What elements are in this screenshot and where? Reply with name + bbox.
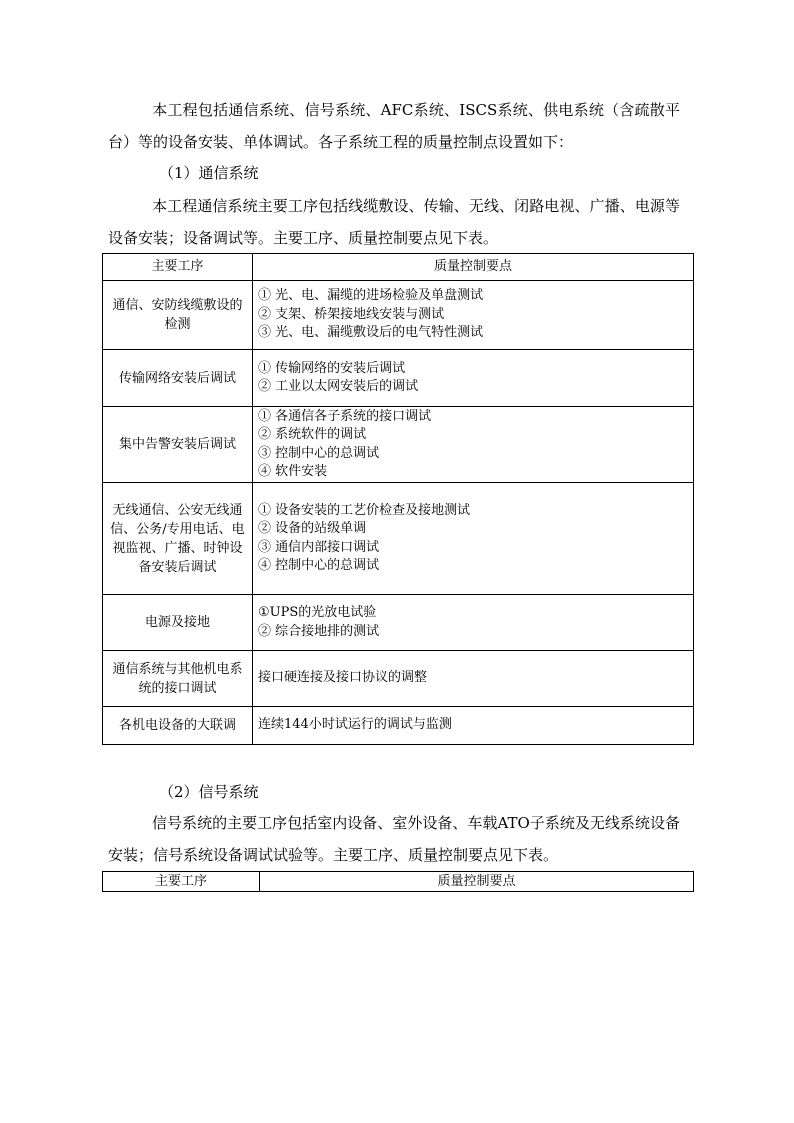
intro-paragraph [108, 94, 680, 158]
section2-paragraph [108, 807, 680, 871]
table-row [103, 407, 694, 483]
row-points [253, 483, 694, 595]
section1-heading: （1）通信系统 [159, 164, 259, 182]
signal-quality-table [102, 871, 694, 892]
point-item: 连续144小时试运行的调试与监测 [258, 717, 452, 733]
row-points [253, 651, 694, 707]
header-process: 主要工序 [103, 254, 253, 281]
row-process: 传输网络安装后调试 [103, 350, 253, 407]
point-item: ② 设备的站级单调 [258, 521, 367, 536]
section2-paragraph-text: 信号系统的主要工序包括室内设备、室外设备、车载ATO子系统及无线系统设备安装；信号系统设备调试试验等。主要工序、质量控制要点见下表。 [108, 814, 680, 864]
point-item: ② 支架、桥架接地线安装与测试 [258, 306, 445, 322]
point-item: ④ 控制中心的总调试 [258, 558, 380, 573]
table-row [103, 651, 694, 707]
point-item: ①UPS的光放电试验 [258, 605, 377, 620]
communication-quality-table [102, 253, 694, 745]
point-item: ① 各通信各子系统的接口调试 [258, 408, 432, 424]
header-quality-points: 质量控制要点 [260, 872, 694, 892]
row-process: 集中告警安装后调试 [103, 407, 253, 483]
point-item: 接口硬连接及接口协议的调整 [258, 670, 428, 686]
row-points [253, 281, 694, 350]
row-points [253, 407, 694, 483]
row-process: 通信、安防线缆敷设的检测 [103, 281, 253, 350]
row-process: 电源及接地 [103, 595, 253, 651]
row-process: 通信系统与其他机电系统的接口调试 [103, 651, 253, 707]
header-quality-points: 质量控制要点 [253, 254, 694, 281]
section1-paragraph [108, 190, 680, 254]
row-points [253, 595, 694, 651]
point-item: ① 传输网络的安装后调试 [258, 360, 406, 376]
table-row [103, 350, 694, 407]
point-item: ① 设备安装的工艺价检查及接地测试 [258, 502, 471, 518]
table-header-row [103, 872, 694, 892]
table-row [103, 595, 694, 651]
point-item: ② 工业以太网安装后的调试 [258, 379, 419, 394]
table-row [103, 483, 694, 595]
section1-paragraph-text: 本工程通信系统主要工序包括线缆敷设、传输、无线、闭路电视、广播、电源等设备安装；设备调试等。主要工序、质量控制要点见下表。 [108, 197, 680, 247]
point-item: ① 光、电、漏缆的进场检验及单盘测试 [258, 288, 484, 304]
table-header-row [103, 254, 694, 281]
point-item: ④ 软件安装 [258, 464, 328, 479]
point-item: ② 系统软件的调试 [258, 427, 367, 442]
table-row [103, 281, 694, 350]
header-process: 主要工序 [103, 872, 260, 892]
row-points [253, 350, 694, 407]
table-row [103, 707, 694, 745]
point-item: ③ 通信内部接口调试 [258, 539, 380, 555]
row-points [253, 707, 694, 745]
intro-paragraph-text: 本工程包括通信系统、信号系统、AFC系统、ISCS系统、供电系统（含疏散平台）等的设备安装、单体调试。各子系统工程的质量控制点设置如下： [108, 101, 680, 151]
point-item: ③ 控制中心的总调试 [258, 445, 380, 461]
row-process: 各机电设备的大联调 [103, 707, 253, 745]
section2-heading: （2）信号系统 [159, 783, 259, 801]
row-process: 无线通信、公安无线通信、公务/专用电话、电视监视、广播、时钟设备安装后调试 [103, 483, 253, 595]
point-item: ② 综合接地排的测试 [258, 623, 380, 639]
point-item: ③ 光、电、漏缆敷设后的电气特性测试 [258, 325, 484, 341]
